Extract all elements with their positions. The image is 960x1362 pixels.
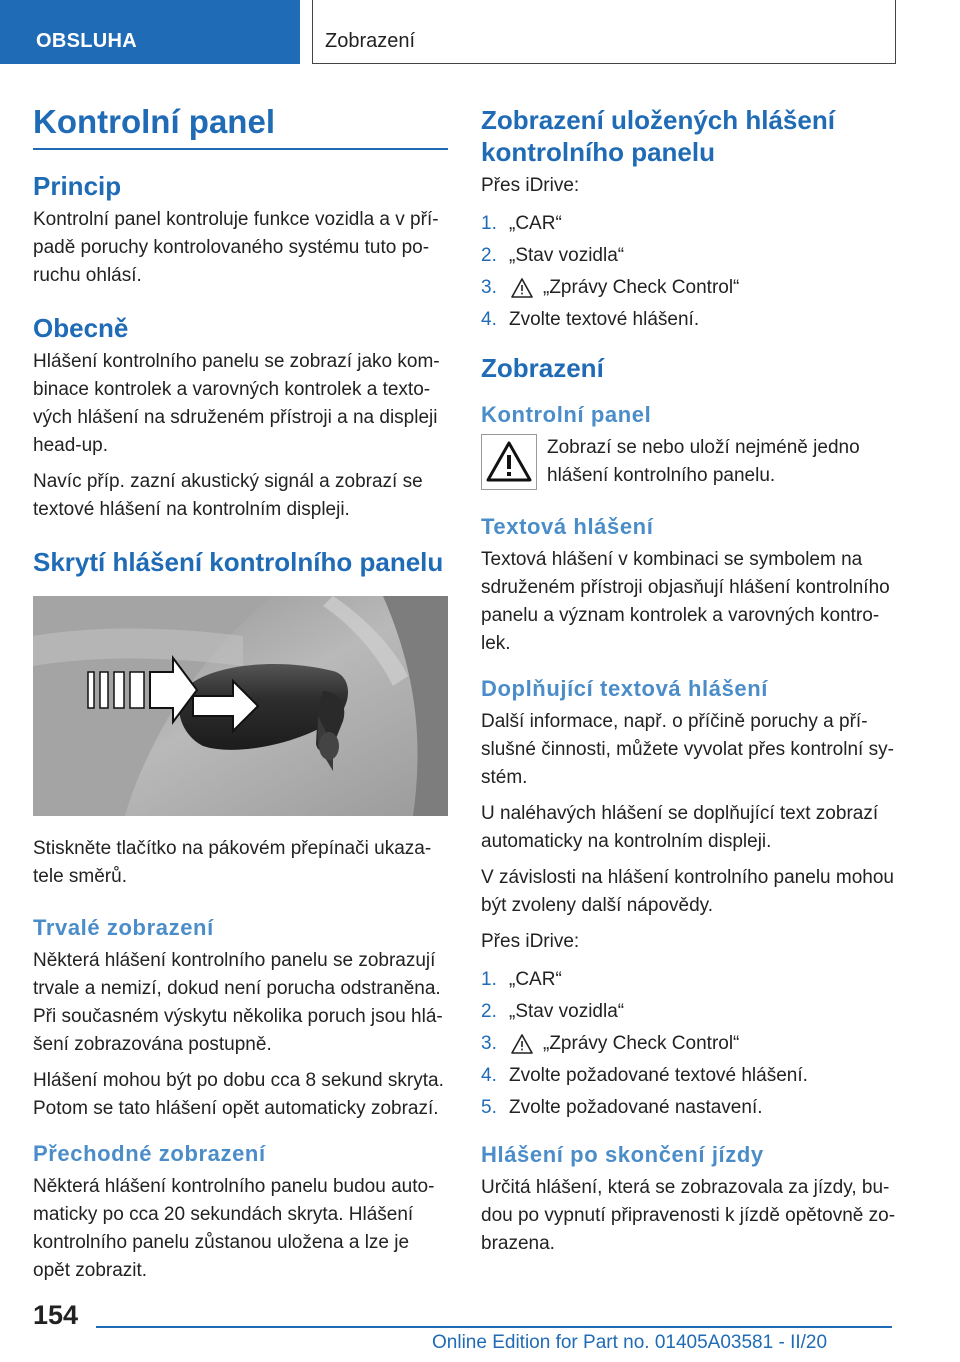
left-column [33, 100, 448, 1293]
doplnujici-heading: Doplňující textová hlášení [481, 676, 768, 701]
section-tab [0, 0, 300, 64]
obecne-text-2: Navíc příp. zazní akustický signál a zobrazí se textové hlášení na kontrolním displeji. [33, 471, 423, 520]
list-item: 2. „Stav vozidla“ [481, 1001, 625, 1022]
page-number: 154 [33, 1300, 79, 1330]
chapter-label: Zobrazení [325, 30, 416, 52]
prechodne-heading: Přechodné zobrazení [33, 1141, 266, 1166]
trvale-text-1: Některá hlášení kontrolního panelu se zobrazují trvale a nemizí, dokud není porucha odstraněna. Při současném výskytu několika poruch jsou hlášení zobrazována postupně. [33, 950, 443, 1055]
textova-heading: Textová hlášení [481, 514, 654, 539]
edition-link[interactable]: Online Edition for Part no. 01405A03581 - II/20 [432, 1332, 828, 1353]
warning-triangle-icon [511, 278, 533, 298]
doplnujici-steps [481, 964, 896, 1124]
doplnujici-intro: Přes iDrive: [481, 931, 580, 952]
obecne-heading: Obecně [33, 313, 129, 343]
kontrolni-panel-subheading: Kontrolní panel [481, 402, 652, 427]
ulozena-steps [481, 208, 896, 336]
turn-signal-stalk-photo [33, 596, 448, 816]
prechodne-text: Některá hlášení kontrolního panelu budou automaticky po cca 20 sekundách skryta. Hlášení kontrolního panelu zůstanou uložena a lze je opět zobrazit. [33, 1176, 435, 1281]
po-skonceni-text: Určitá hlášení, která se zobrazovala za jízdy, budou po vypnutí připravenosti k jízdě opětovně zobrazena. [481, 1177, 896, 1254]
warning-triangle-icon [511, 1034, 533, 1054]
list-item: 4. Zvolte textové hlášení. [481, 309, 700, 330]
chapter-box [312, 0, 896, 64]
ulozena-intro: Přes iDrive: [481, 175, 580, 196]
zobrazeni-heading: Zobrazení [481, 353, 604, 383]
kontrolni-panel-text: Zobrazí se nebo uloží nejméně jedno hlášení kontrolního panelu. [547, 437, 860, 486]
list-item: 2. „Stav vozidla“ [481, 245, 625, 266]
doplnujici-text-3: V závislosti na hlášení kontrolního panelu mohou být zvoleny další nápovědy. [481, 867, 894, 916]
list-item: 1. „CAR“ [481, 969, 562, 990]
right-column [481, 100, 896, 1266]
page-header [0, 0, 960, 66]
list-item: 5. Zvolte požadované nastavení. [481, 1097, 763, 1118]
trvale-heading: Trvalé zobrazení [33, 915, 214, 940]
list-item: 3. „Zprávy Check Control“ [481, 1033, 740, 1054]
skryti-heading: Skrytí hlášení kontrolního panelu [33, 547, 444, 577]
obecne-text-1: Hlášení kontrolního panelu se zobrazí jako kombinace kontrolek a varovných kontrolek a textových hlášení na sdruženém přístroji a na displeji head-up. [33, 351, 440, 456]
page-title: Kontrolní panel [33, 100, 448, 150]
list-item: 4. Zvolte požadované textové hlášení. [481, 1065, 808, 1086]
section-label: OBSLUHA [36, 30, 137, 52]
warning-triangle-icon [481, 434, 537, 490]
kontrolni-panel-block [481, 434, 896, 490]
po-skonceni-heading: Hlášení po skončení jízdy [481, 1142, 764, 1167]
princip-heading: Princip [33, 171, 122, 201]
doplnujici-text-1: Další informace, např. o příčině poruchy a příslušné činnosti, můžete vyvolat přes kontrolní systém. [481, 711, 894, 788]
doplnujici-text-2: U naléhavých hlášení se doplňující text zobrazí automaticky na kontrolním displeji. [481, 803, 879, 852]
trvale-text-2: Hlášení mohou být po dobu cca 8 sekund skryta. Potom se tato hlášení opět automaticky zobrazí. [33, 1070, 444, 1119]
ulozena-heading: Zobrazení uložených hlášení kontrolního panelu [481, 105, 835, 167]
list-item: 3. „Zprávy Check Control“ [481, 277, 740, 298]
textova-text: Textová hlášení v kombinaci se symbolem na sdruženém přístroji objasňují hlášení kontrolního panelu a význam kontrolek a varovných kontrolek. [481, 549, 890, 654]
footer-divider [96, 1326, 892, 1328]
princip-text: Kontrolní panel kontroluje funkce vozidla a v případě poruchy kontrolovaného systému tuto poruchu ohlásí. [33, 209, 439, 286]
skryti-caption: Stiskněte tlačítko na pákovém přepínači ukazatele směrů. [33, 838, 432, 887]
list-item: 1. „CAR“ [481, 213, 562, 234]
